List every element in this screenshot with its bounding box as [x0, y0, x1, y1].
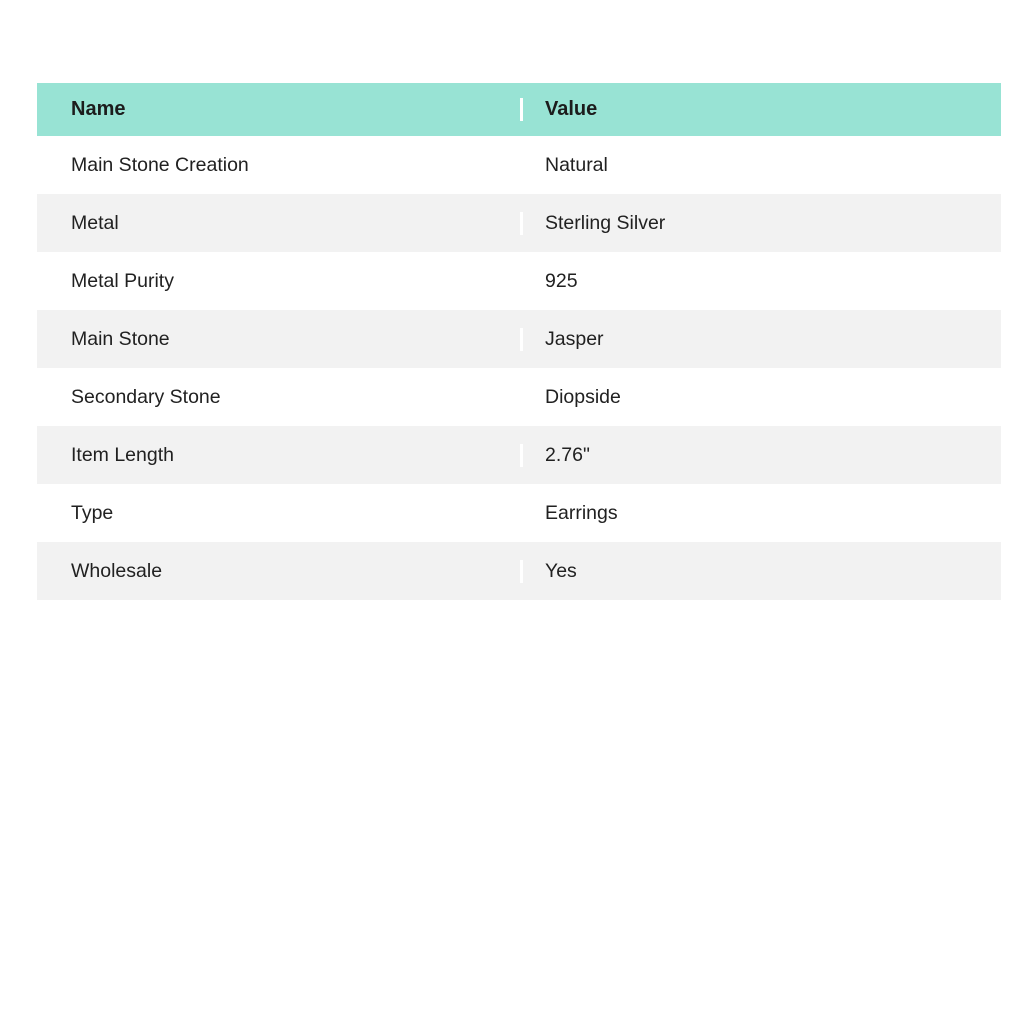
column-header-value: Value [545, 98, 598, 120]
table-body [37, 136, 1001, 600]
row-value-cell: Yes [545, 559, 577, 582]
table-row [37, 252, 1001, 310]
row-value-cell: Jasper [545, 327, 604, 350]
row-name-cell: Metal Purity [37, 270, 523, 293]
row-name-cell: Metal [37, 212, 523, 235]
row-value-cell: Natural [545, 153, 608, 176]
row-name-cell: Type [37, 502, 523, 525]
table-header-row [37, 83, 1001, 136]
table-row [37, 542, 1001, 600]
table-row [37, 368, 1001, 426]
row-name-cell: Item Length [37, 444, 523, 467]
row-value-cell: 2.76" [545, 443, 590, 466]
row-value-cell: Sterling Silver [545, 211, 666, 234]
row-name-cell: Main Stone Creation [37, 154, 523, 177]
table-row [37, 310, 1001, 368]
row-name-cell: Main Stone [37, 328, 523, 351]
row-value-cell: Earrings [545, 501, 618, 524]
row-value-cell: Diopside [545, 385, 621, 408]
row-name-cell: Wholesale [37, 560, 523, 583]
table-row [37, 194, 1001, 252]
row-name-cell: Secondary Stone [37, 386, 523, 409]
table-row [37, 426, 1001, 484]
spec-table [37, 83, 1001, 600]
column-header-name: Name [37, 98, 523, 121]
row-value-cell: 925 [545, 269, 578, 292]
table-row [37, 136, 1001, 194]
table-row [37, 484, 1001, 542]
